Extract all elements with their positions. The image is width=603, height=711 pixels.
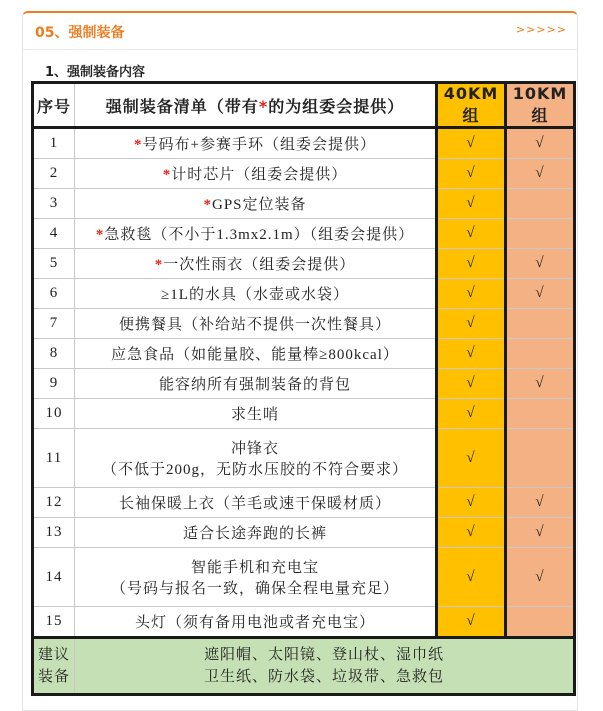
- check-40km: √: [437, 548, 506, 607]
- star-marker: *: [134, 137, 143, 153]
- subsection-title: 1、强制装备内容: [45, 65, 146, 80]
- table-row: [33, 159, 575, 189]
- table-row: [33, 399, 575, 429]
- check-40km: √: [437, 189, 506, 219]
- table-row: [33, 128, 575, 159]
- row-number: 2: [33, 159, 75, 189]
- advice-items-line1: 遮阳帽、太阳镜、登山杖、湿巾纸: [203, 647, 444, 663]
- gear-item: [75, 249, 437, 279]
- table-row: [33, 607, 575, 638]
- check-40km: √: [437, 249, 506, 279]
- table-row: [33, 189, 575, 219]
- check-40km: √: [437, 128, 506, 159]
- check-40km: √: [437, 399, 506, 429]
- check-10km: [506, 219, 575, 249]
- row-number: 7: [33, 309, 75, 339]
- gear-item-text: 应急食品（如能量胶、能量棒≥800kcal）: [111, 347, 399, 363]
- check-40km: √: [437, 488, 506, 518]
- star-marker: *: [258, 96, 269, 116]
- gear-item: [75, 309, 437, 339]
- gear-item: [75, 399, 437, 429]
- advice-label-line2: 装备: [37, 669, 70, 685]
- gear-item-text: 能容纳所有强制装备的背包: [158, 377, 351, 393]
- check-10km: √: [506, 548, 575, 607]
- check-40km: √: [437, 429, 506, 488]
- gear-item: [75, 488, 437, 518]
- gear-item-text: 长袖保暖上衣（羊毛或速干保暖材质）: [118, 496, 391, 512]
- header-list-before: 强制装备清单（带有: [105, 96, 259, 116]
- table-body: [33, 128, 575, 638]
- gear-item: [75, 518, 437, 548]
- check-40km: √: [437, 518, 506, 548]
- gear-item-text: 急救毯（不小于1.3mx2.1m）（组委会提供）: [104, 227, 415, 243]
- advice-row: [33, 638, 575, 695]
- gear-item: [75, 219, 437, 249]
- gear-item-text: 智能手机和充电宝: [190, 560, 319, 576]
- gear-item: [75, 189, 437, 219]
- gear-item-note: （号码与报名一致，确保全程电量充足）: [110, 581, 399, 597]
- gear-item-text: 号码布+参赛手环（组委会提供）: [142, 137, 376, 153]
- row-number: 13: [33, 518, 75, 548]
- row-number: 12: [33, 488, 75, 518]
- mandatory-gear-table: [31, 81, 576, 696]
- gear-item: [75, 159, 437, 189]
- check-10km: [506, 607, 575, 638]
- row-number: 8: [33, 339, 75, 369]
- star-marker: *: [203, 197, 212, 213]
- gear-item-text: 计时芯片（组委会提供）: [171, 167, 348, 183]
- gear-item-text: 求生哨: [230, 407, 279, 423]
- table-header-row: [33, 83, 575, 128]
- row-number: 6: [33, 279, 75, 309]
- row-number: 5: [33, 249, 75, 279]
- gear-item-note: （不低于200g，无防水压胶的不符合要求）: [101, 462, 408, 478]
- gear-item-text: 便携餐具（补给站不提供一次性餐具）: [118, 317, 391, 333]
- check-40km: √: [437, 309, 506, 339]
- gear-item-text: GPS定位装备: [211, 197, 307, 213]
- row-number: 11: [33, 429, 75, 488]
- check-40km: √: [437, 339, 506, 369]
- header-list-after: 的为组委会提供）: [268, 96, 405, 116]
- row-number: 1: [33, 128, 75, 159]
- gear-item-text: 冲锋衣: [230, 441, 279, 457]
- table-row: [33, 518, 575, 548]
- table-row: [33, 279, 575, 309]
- gear-item-text: 一次性雨衣（组委会提供）: [163, 257, 356, 273]
- check-40km: √: [437, 279, 506, 309]
- check-10km: [506, 309, 575, 339]
- header-40km: 40KM组: [437, 83, 506, 128]
- gear-item: [75, 369, 437, 399]
- gear-item: [75, 548, 437, 607]
- check-40km: √: [437, 159, 506, 189]
- gear-item-text: ≥1L的水具（水壶或水袋）: [161, 287, 349, 303]
- check-10km: [506, 339, 575, 369]
- table-row: [33, 488, 575, 518]
- star-marker: *: [154, 257, 164, 273]
- check-10km: √: [506, 518, 575, 548]
- check-10km: [506, 429, 575, 488]
- table-row: [33, 429, 575, 488]
- row-number: 10: [33, 399, 75, 429]
- gear-item-text: 适合长途奔跑的长裤: [182, 526, 327, 542]
- gear-item: [75, 607, 437, 638]
- gear-item-text: 头灯（须有备用电池或者充电宝）: [134, 615, 375, 631]
- check-10km: √: [506, 279, 575, 309]
- check-10km: √: [506, 249, 575, 279]
- row-number: 4: [33, 219, 75, 249]
- check-10km: [506, 399, 575, 429]
- star-marker: *: [162, 167, 172, 183]
- gear-item: [75, 429, 437, 488]
- gear-item: [75, 339, 437, 369]
- check-40km: √: [437, 607, 506, 638]
- row-number: 3: [33, 189, 75, 219]
- advice-items-line2: 卫生纸、防水袋、垃圾带、急救包: [203, 669, 444, 685]
- row-number: 9: [33, 369, 75, 399]
- check-40km: √: [437, 369, 506, 399]
- table-row: [33, 219, 575, 249]
- table-row: [33, 339, 575, 369]
- section-title: 05、强制装备: [35, 25, 125, 41]
- check-10km: √: [506, 369, 575, 399]
- check-40km: √: [437, 219, 506, 249]
- table-row: [33, 249, 575, 279]
- check-10km: √: [506, 488, 575, 518]
- gear-item: [75, 279, 437, 309]
- table-row: [33, 548, 575, 607]
- table-row: [33, 369, 575, 399]
- gear-item: [75, 128, 437, 159]
- advice-label-line1: 建议: [37, 647, 70, 663]
- header-no: 序号: [33, 83, 75, 128]
- advice-items: [75, 638, 575, 695]
- header-list: [75, 83, 437, 128]
- check-10km: √: [506, 159, 575, 189]
- table-row: [33, 309, 575, 339]
- check-10km: [506, 189, 575, 219]
- row-number: 15: [33, 607, 75, 638]
- advice-label: [33, 638, 75, 695]
- check-10km: √: [506, 128, 575, 159]
- row-number: 14: [33, 548, 75, 607]
- section-header: [23, 13, 577, 50]
- header-10km: 10KM组: [506, 83, 575, 128]
- more-link[interactable]: >>>>>: [515, 23, 567, 36]
- star-marker: *: [95, 227, 105, 243]
